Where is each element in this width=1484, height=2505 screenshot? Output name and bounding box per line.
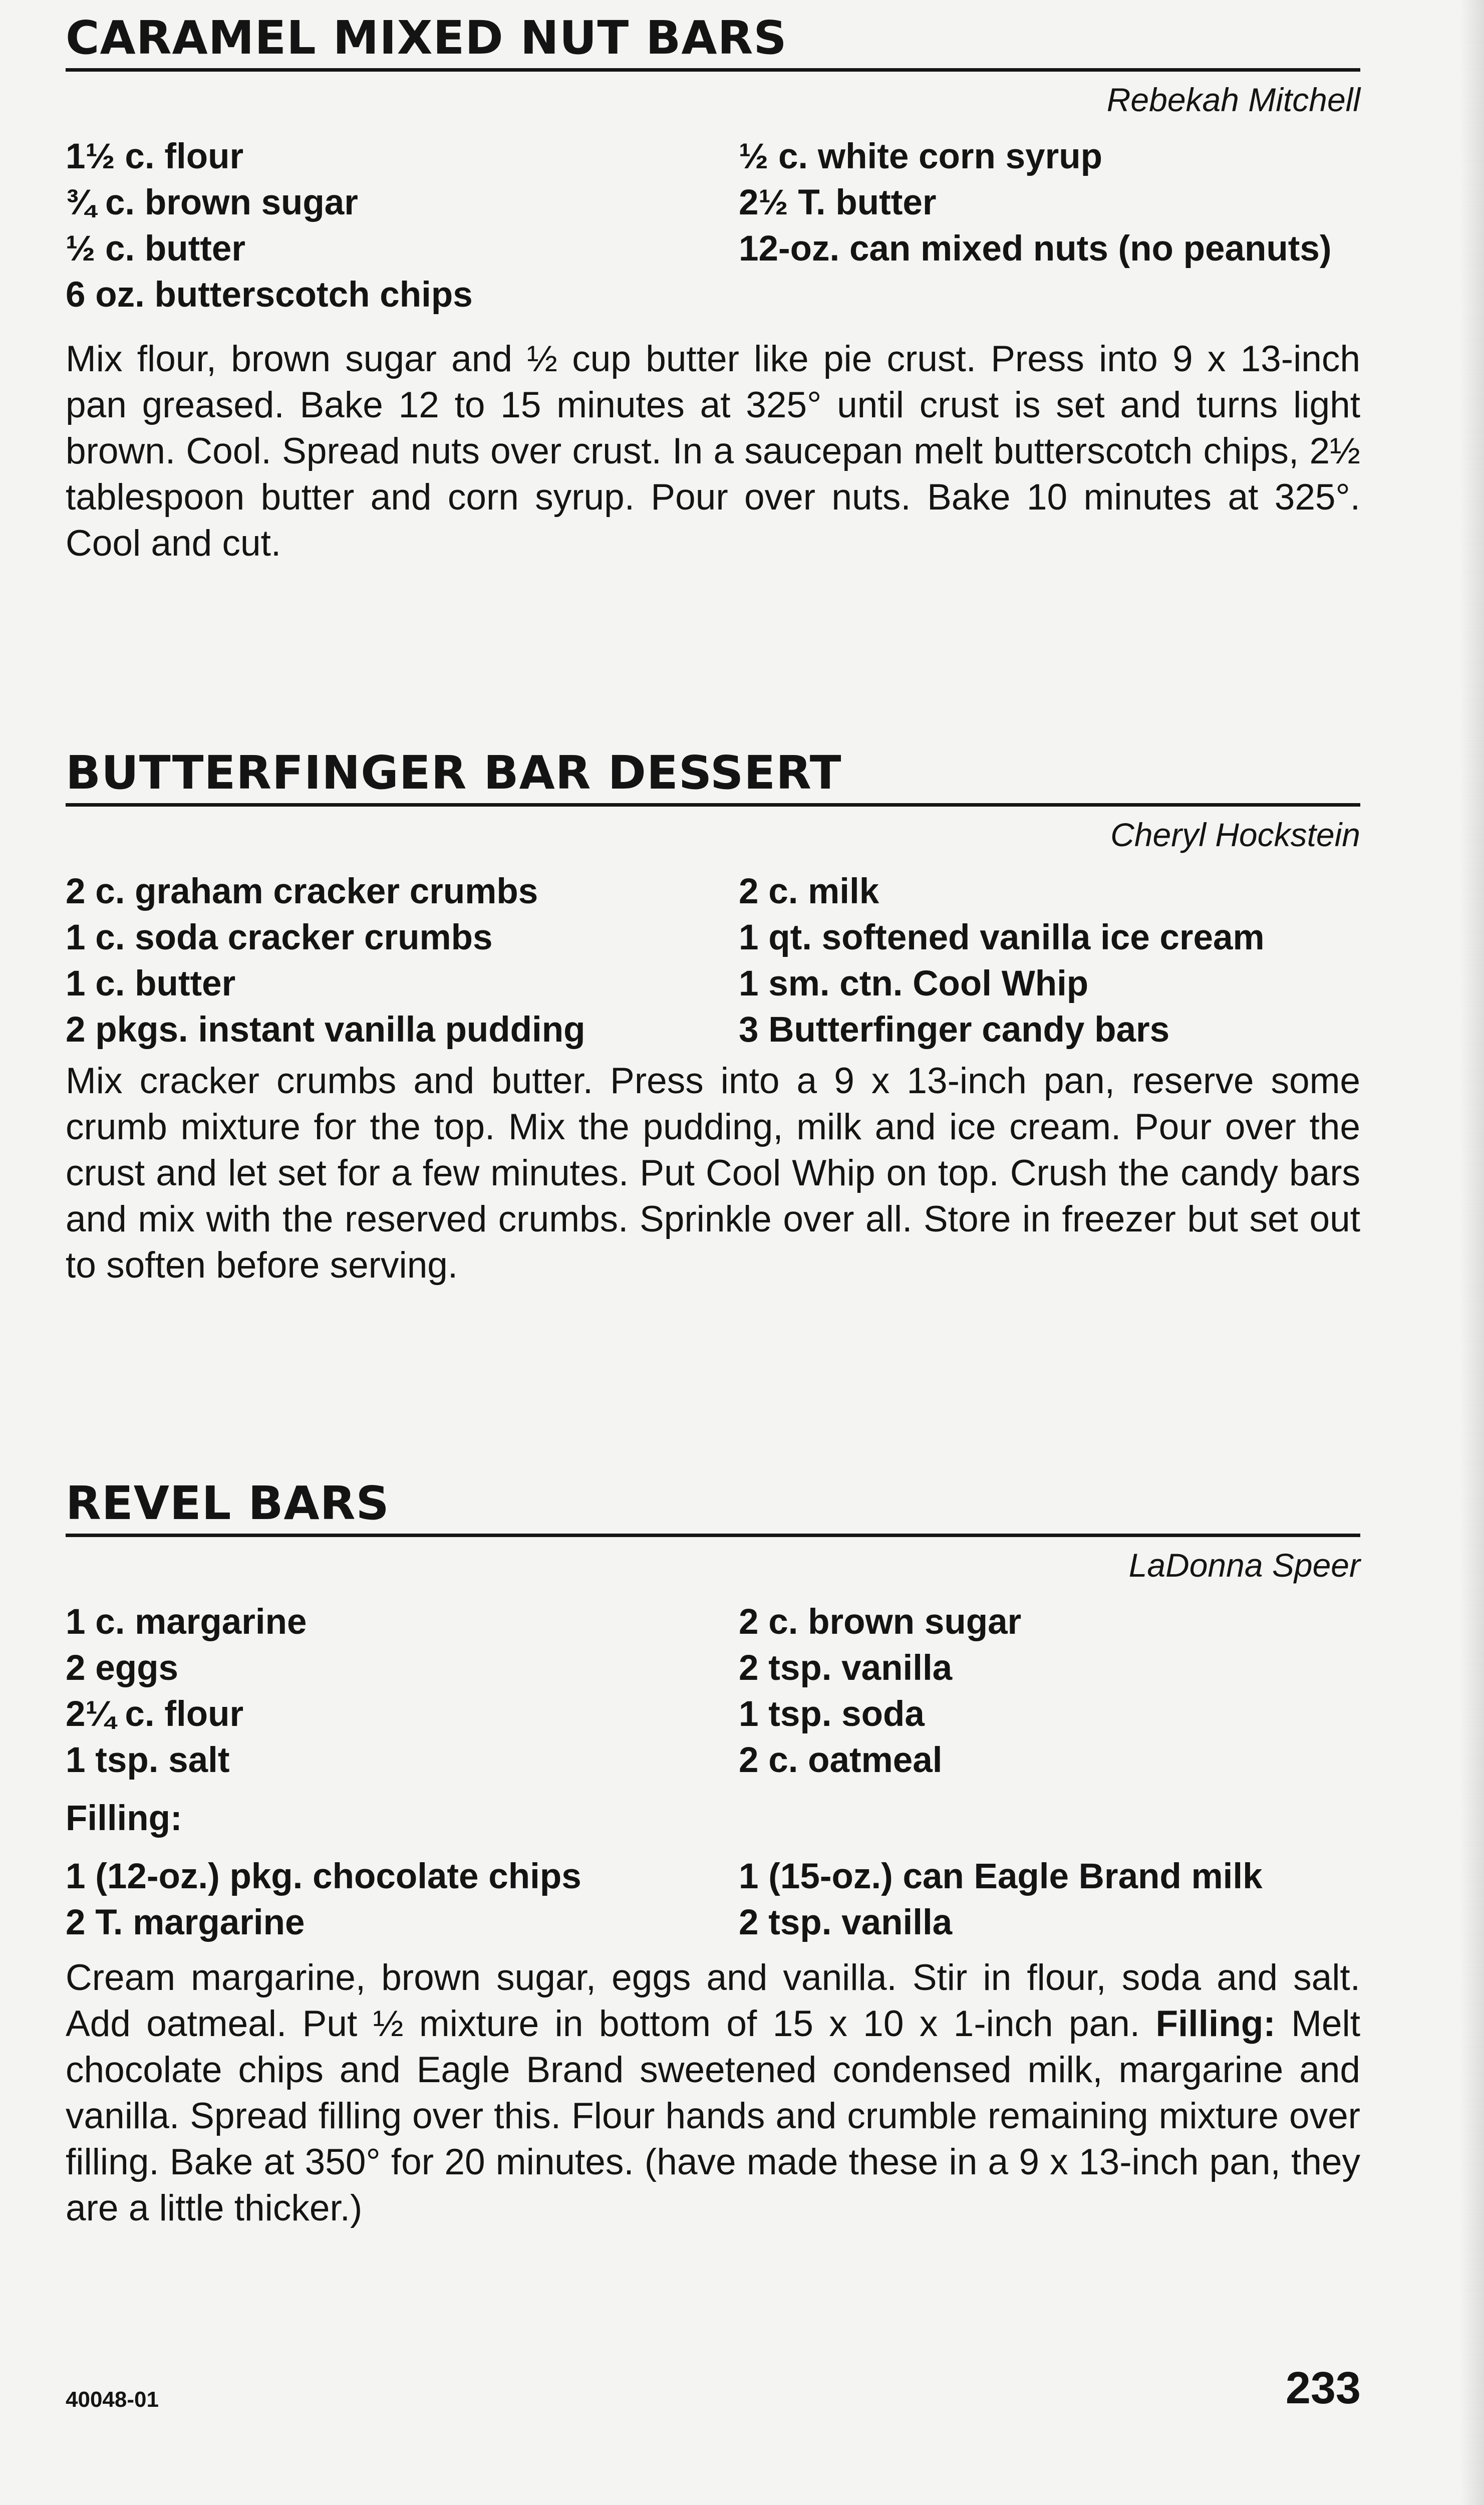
- recipe-directions: Mix cracker crumbs and butter. Press into a 9 x 13-inch pan, reserve some crumb mixture for the top. Mix the pudding, milk and ice cream. Pour over the crust and let set for a few minutes. Put Cool Whip on top. Crush the candy bars and mix with the reserved crumbs. Sprinkle over all. Store in freezer but set out to soften before serving.: [66, 1060, 1360, 1286]
- ingredient-column-right: [739, 1599, 1360, 1784]
- ingredient-list: [66, 869, 1360, 1053]
- title-rule: [66, 68, 1360, 72]
- recipe-revel-bars: [66, 1476, 1360, 2231]
- ingredient: 2 pkgs. instant vanilla pudding: [66, 1010, 585, 1050]
- ingredient: ½ c. white corn syrup: [739, 136, 1102, 176]
- ingredient: 1 tsp. salt: [66, 1740, 230, 1780]
- ingredient: 1 c. soda cracker crumbs: [66, 917, 493, 957]
- title-rule: [66, 803, 1360, 807]
- ingredient: 2½ T. butter: [739, 182, 937, 222]
- directions-text: Melt chocolate chips and Eagle Brand sweetened condensed milk, margarine and vanilla. Spread filling over this. Flour hands and crumble remaining mixture over filling. Bake at 350° for 20 minutes. (have made these in a 9 x 13-inch pan, they are a little thicker.): [66, 2003, 1360, 2228]
- ingredient: 2 T. margarine: [66, 1902, 305, 1942]
- ingredient-column-left: [66, 1599, 739, 1784]
- directions-text: Cream margarine, brown sugar, eggs and vanilla. Stir in flour, soda and salt. Add oatmeal. Put ½ mixture in bottom of 15 x 10 x 1-inch pan.: [66, 1957, 1360, 2044]
- ingredient: 1 sm. ctn. Cool Whip: [739, 963, 1089, 1004]
- recipe-butterfinger-bar-dessert: [66, 746, 1360, 1289]
- filling-ingredient-list: [66, 1854, 1360, 1946]
- recipe-caramel-mixed-nut-bars: [66, 11, 1360, 567]
- ingredient: 1 qt. softened vanilla ice cream: [739, 917, 1265, 957]
- ingredient: 2 c. oatmeal: [739, 1740, 943, 1780]
- ingredient: 2 c. graham cracker crumbs: [66, 871, 538, 911]
- ingredient: 1 c. margarine: [66, 1602, 307, 1642]
- ingredient-column-right: [739, 869, 1360, 1053]
- ingredient-list: [66, 1599, 1360, 1784]
- ingredient: 6 oz. butterscotch chips: [66, 275, 473, 315]
- ingredient-column-right: [739, 134, 1360, 318]
- ingredient: 1 (12-oz.) pkg. chocolate chips: [66, 1856, 581, 1896]
- ingredient: 2 eggs: [66, 1648, 178, 1688]
- ingredient: 1 (15-oz.) can Eagle Brand milk: [739, 1856, 1263, 1896]
- page-edge-shadow: [1460, 0, 1484, 2505]
- ingredient-column-left: [66, 869, 739, 1053]
- footer-code: 40048-01: [66, 2387, 159, 2412]
- ingredient-column-left: [66, 1854, 739, 1946]
- recipe-title: BUTTERFINGER BAR DESSERT: [66, 746, 842, 800]
- ingredient: 2 tsp. vanilla: [739, 1902, 953, 1942]
- filling-inline-label: Filling:: [1155, 2003, 1276, 2044]
- ingredient-list: [66, 134, 1360, 318]
- ingredient-column-left: [66, 134, 739, 318]
- ingredient: 2 c. milk: [739, 871, 879, 911]
- recipe-author: Rebekah Mitchell: [1106, 81, 1360, 118]
- ingredient: 2¼ c. flour: [66, 1694, 244, 1734]
- ingredient-column-right: [739, 1854, 1360, 1946]
- recipe-author: Cheryl Hockstein: [1110, 816, 1360, 853]
- recipe-title: CARAMEL MIXED NUT BARS: [66, 11, 787, 65]
- ingredient: 2 c. brown sugar: [739, 1602, 1022, 1642]
- title-rule: [66, 1534, 1360, 1537]
- ingredient: 12-oz. can mixed nuts (no peanuts): [739, 228, 1332, 269]
- recipe-directions: [66, 1955, 1360, 2231]
- recipe-directions: Mix flour, brown sugar and ½ cup butter like pie crust. Press into 9 x 13-inch pan greased. Bake 12 to 15 minutes at 325° until crust is set and turns light brown. Cool. Spread nuts over crust. In a saucepan melt butterscotch chips, 2½ tablespoon butter and corn syrup. Pour over nuts. Bake 10 minutes at 325°. Cool and cut.: [66, 338, 1360, 564]
- ingredient: ¾ c. brown sugar: [66, 182, 358, 222]
- ingredient: 1½ c. flour: [66, 136, 244, 176]
- filling-label: Filling:: [66, 1798, 182, 1838]
- recipe-title: REVEL BARS: [66, 1476, 390, 1530]
- ingredient: 1 c. butter: [66, 963, 236, 1004]
- recipe-author: LaDonna Speer: [1128, 1547, 1360, 1584]
- page-number: 233: [1285, 2363, 1361, 2413]
- ingredient: ½ c. butter: [66, 228, 246, 269]
- ingredient: 1 tsp. soda: [739, 1694, 925, 1734]
- ingredient: 2 tsp. vanilla: [739, 1648, 953, 1688]
- ingredient: 3 Butterfinger candy bars: [739, 1010, 1170, 1050]
